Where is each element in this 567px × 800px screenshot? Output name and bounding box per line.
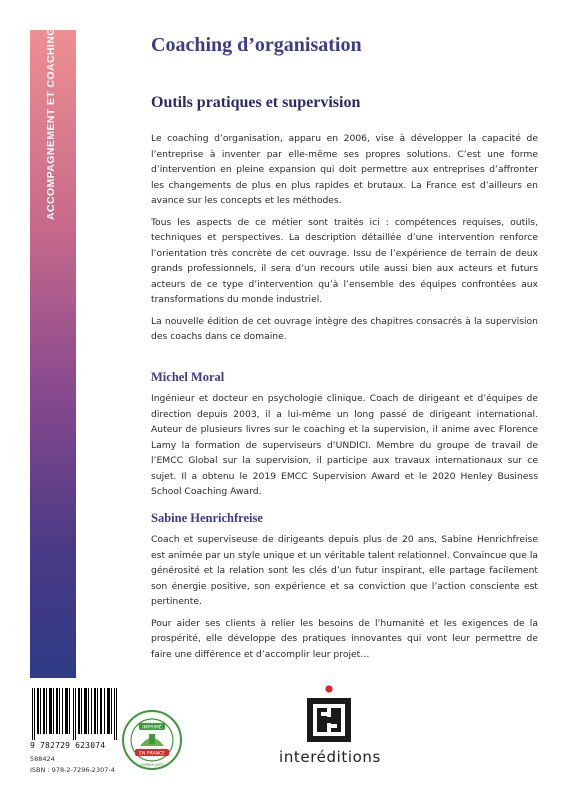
badge-middle-text: EN FRANCE — [138, 751, 166, 757]
book-description — [151, 131, 538, 351]
author-bio-paragraph: Pour aider ses clients à relier les besoins de l’humanité et les exigences de la prospérité, elle développe des pratiques innovantes qui vont leur permettre de faire une différence et d’accomplir leur projet… — [151, 617, 538, 660]
imprime-en-france-badge-icon — [122, 710, 182, 770]
barcode-bars — [30, 688, 120, 740]
publisher-name: interéditions — [279, 748, 381, 766]
author-bio-paragraph: Ingénieur et docteur en psychologie clinique. Coach de dirigeant et d’équipes de direction depuis 2003, il a lui-même un long passé de dirigeant international. Auteur de plusieurs livres sur le coaching et la supervision, il anime avec Florence Lamy la formation de superviseurs d’UNDICI. Membre du groupe de travail de l’EMCC Global sur la supervision, il participe aux travaux internationaux sur ce sujet. Il a obtenu le 2019 EMCC Supervision Award et le 2020 Henley Business School Coaching Award. — [151, 393, 538, 497]
author-name: Michel Moral — [151, 370, 225, 384]
description-paragraph: Tous les aspects de ce métier sont traités ici : compétences requises, outils, techniques et perspectives. La description détaillée d’une intervention renforce l’orientation très concrète de cet ouvrage. Issu de l’expérience de terrain de deux grands professionnels, il sera d’un recours utile aussi bien aux acteurs et futurs acteurs de ce type d’intervention qu’à l’ensemble des équipes confrontées aux transformations du monde industriel. — [151, 216, 538, 305]
barcode — [30, 688, 122, 750]
description-paragraph: Le coaching d’organisation, apparu en 2006, vise à développer la capacité de l’entreprise à inventer par elle-même ses propres solutions. C’est une forme d’intervention en pleine expansion qui doit permettre aux entreprises d’affronter les changements de plus en plus rapides et brutaux. La France est d’ailleurs en avance sur les concepts et les méthodes. — [151, 133, 538, 206]
author-bio-paragraph: Coach et superviseuse de dirigeants depuis plus de 20 ans, Sabine Henrichfreise est animée par un style unique et un véritable talent relationnel. Convaincue que la générosité et la relation sont les clés d’un futur inspirant, elle partage facilement son énergie positive, son expérience et sa conviction que l’action consciente est pertinente. — [151, 534, 538, 607]
description-paragraph: La nouvelle édition de cet ouvrage intègre des chapitres consacrés à la supervision des coachs dans ce domaine. — [151, 315, 538, 342]
author-bio — [151, 391, 538, 506]
interediton-logo-icon — [303, 684, 355, 744]
author-bio — [151, 532, 538, 668]
book-title: Coaching d’organisation — [151, 34, 362, 56]
product-code: 588424 — [30, 755, 55, 763]
badge-outer-text: IMPRIM'VERT — [140, 763, 164, 767]
badge-top-text: IMPRIMÉ — [142, 725, 162, 731]
book-subtitle: Outils pratiques et supervision — [151, 94, 361, 111]
author-name: Sabine Henrichfreise — [151, 511, 263, 525]
barcode-digits: 9 782729 623074 — [30, 741, 106, 750]
collection-label: ACCOMPAGNEMENT ET COACHING — [45, 27, 57, 220]
isbn: ISBN : 978-2-7296-2307-4 — [30, 766, 115, 774]
